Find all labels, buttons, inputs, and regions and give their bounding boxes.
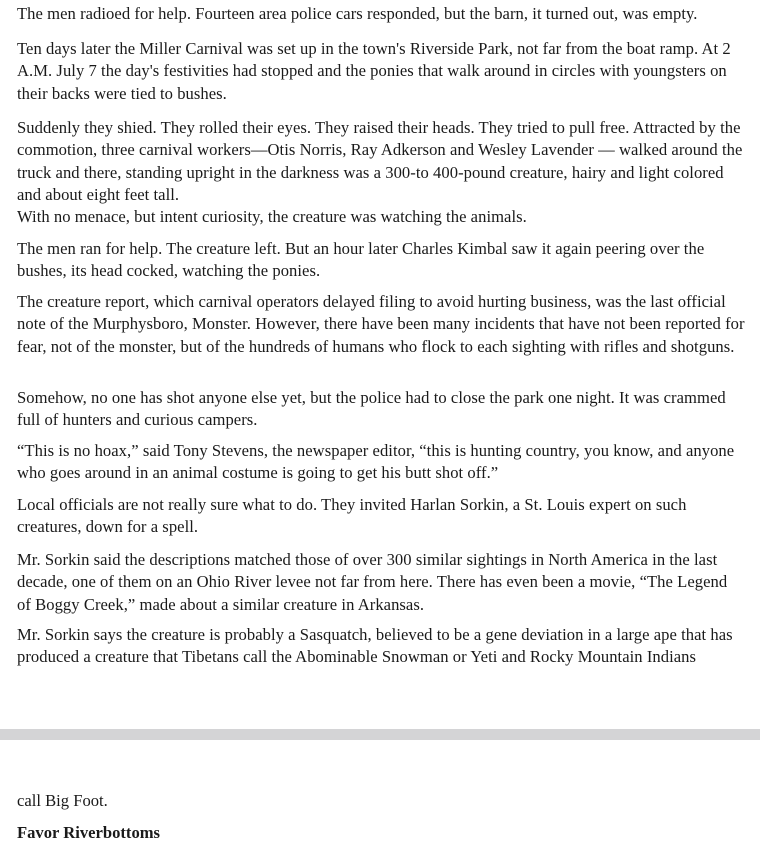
article-paragraph: Mr. Sorkin says the creature is probably a Sasquatch, believed to be a gene deviation in a large ape that has produced a creature that Tibetans call the Abominable Snowman or Yeti and Rocky Mountain Indians: [17, 625, 733, 667]
article-paragraph: The men radioed for help. Fourteen area police cars responded, but the barn, it turned out, was empty.: [17, 4, 698, 23]
article-paragraph: Ten days later the Miller Carnival was set up in the town's Riverside Park, not far from the boat ramp. At 2 A.M. July 7 the day's festivities had stopped and the ponies that walk around in circles with youngsters on their backs were tied to bushes.: [17, 39, 731, 103]
article-paragraph: Local officials are not really sure what to do. They invited Harlan Sorkin, a St. Louis expert on such creatures, down for a spell.: [17, 495, 687, 537]
article-paragraph: “This is no hoax,” said Tony Stevens, the newspaper editor, “this is hunting country, you know, and anyone who goes around in an animal costume is going to get his butt shot off.”: [17, 441, 735, 483]
section-divider: [0, 729, 760, 740]
article-paragraph: The men ran for help. The creature left. But an hour later Charles Kimbal saw it again peering over the bushes, its head cocked, watching the ponies.: [17, 239, 705, 281]
article-subheading: Favor Riverbottoms: [17, 823, 161, 842]
article-paragraph: With no menace, but intent curiosity, the creature was watching the animals.: [17, 207, 527, 226]
article-continuation: call Big Foot.: [17, 791, 108, 810]
article-paragraph: Suddenly they shied. They rolled their eyes. They raised their heads. They tried to pull free. Attracted by the commotion, three carnival workers—Otis Norris, Ray Adkerson and Wesley Lavender — walked around the truck and there, standing upright in the darkness was a 300-to 400-pound creature, hairy and light colored and about eight feet tall.: [17, 118, 743, 204]
article-paragraph: Mr. Sorkin said the descriptions matched those of over 300 similar sightings in North America in the last decade, one of them on an Ohio River levee not far from here. There has even been a movie, “The Legend of Boggy Creek,” made about a similar creature in Arkansas.: [17, 550, 728, 614]
article-paragraph: Somehow, no one has shot anyone else yet, but the police had to close the park one night. It was crammed full of hunters and curious campers.: [17, 388, 726, 430]
article-paragraph: The creature report, which carnival operators delayed filing to avoid hurting business, was the last official note of the Murphysboro, Monster. However, there have been many incidents that have not been reported for fear, not of the monster, but of the hundreds of humans who flock to each sighting with rifles and shotguns.: [17, 292, 745, 356]
